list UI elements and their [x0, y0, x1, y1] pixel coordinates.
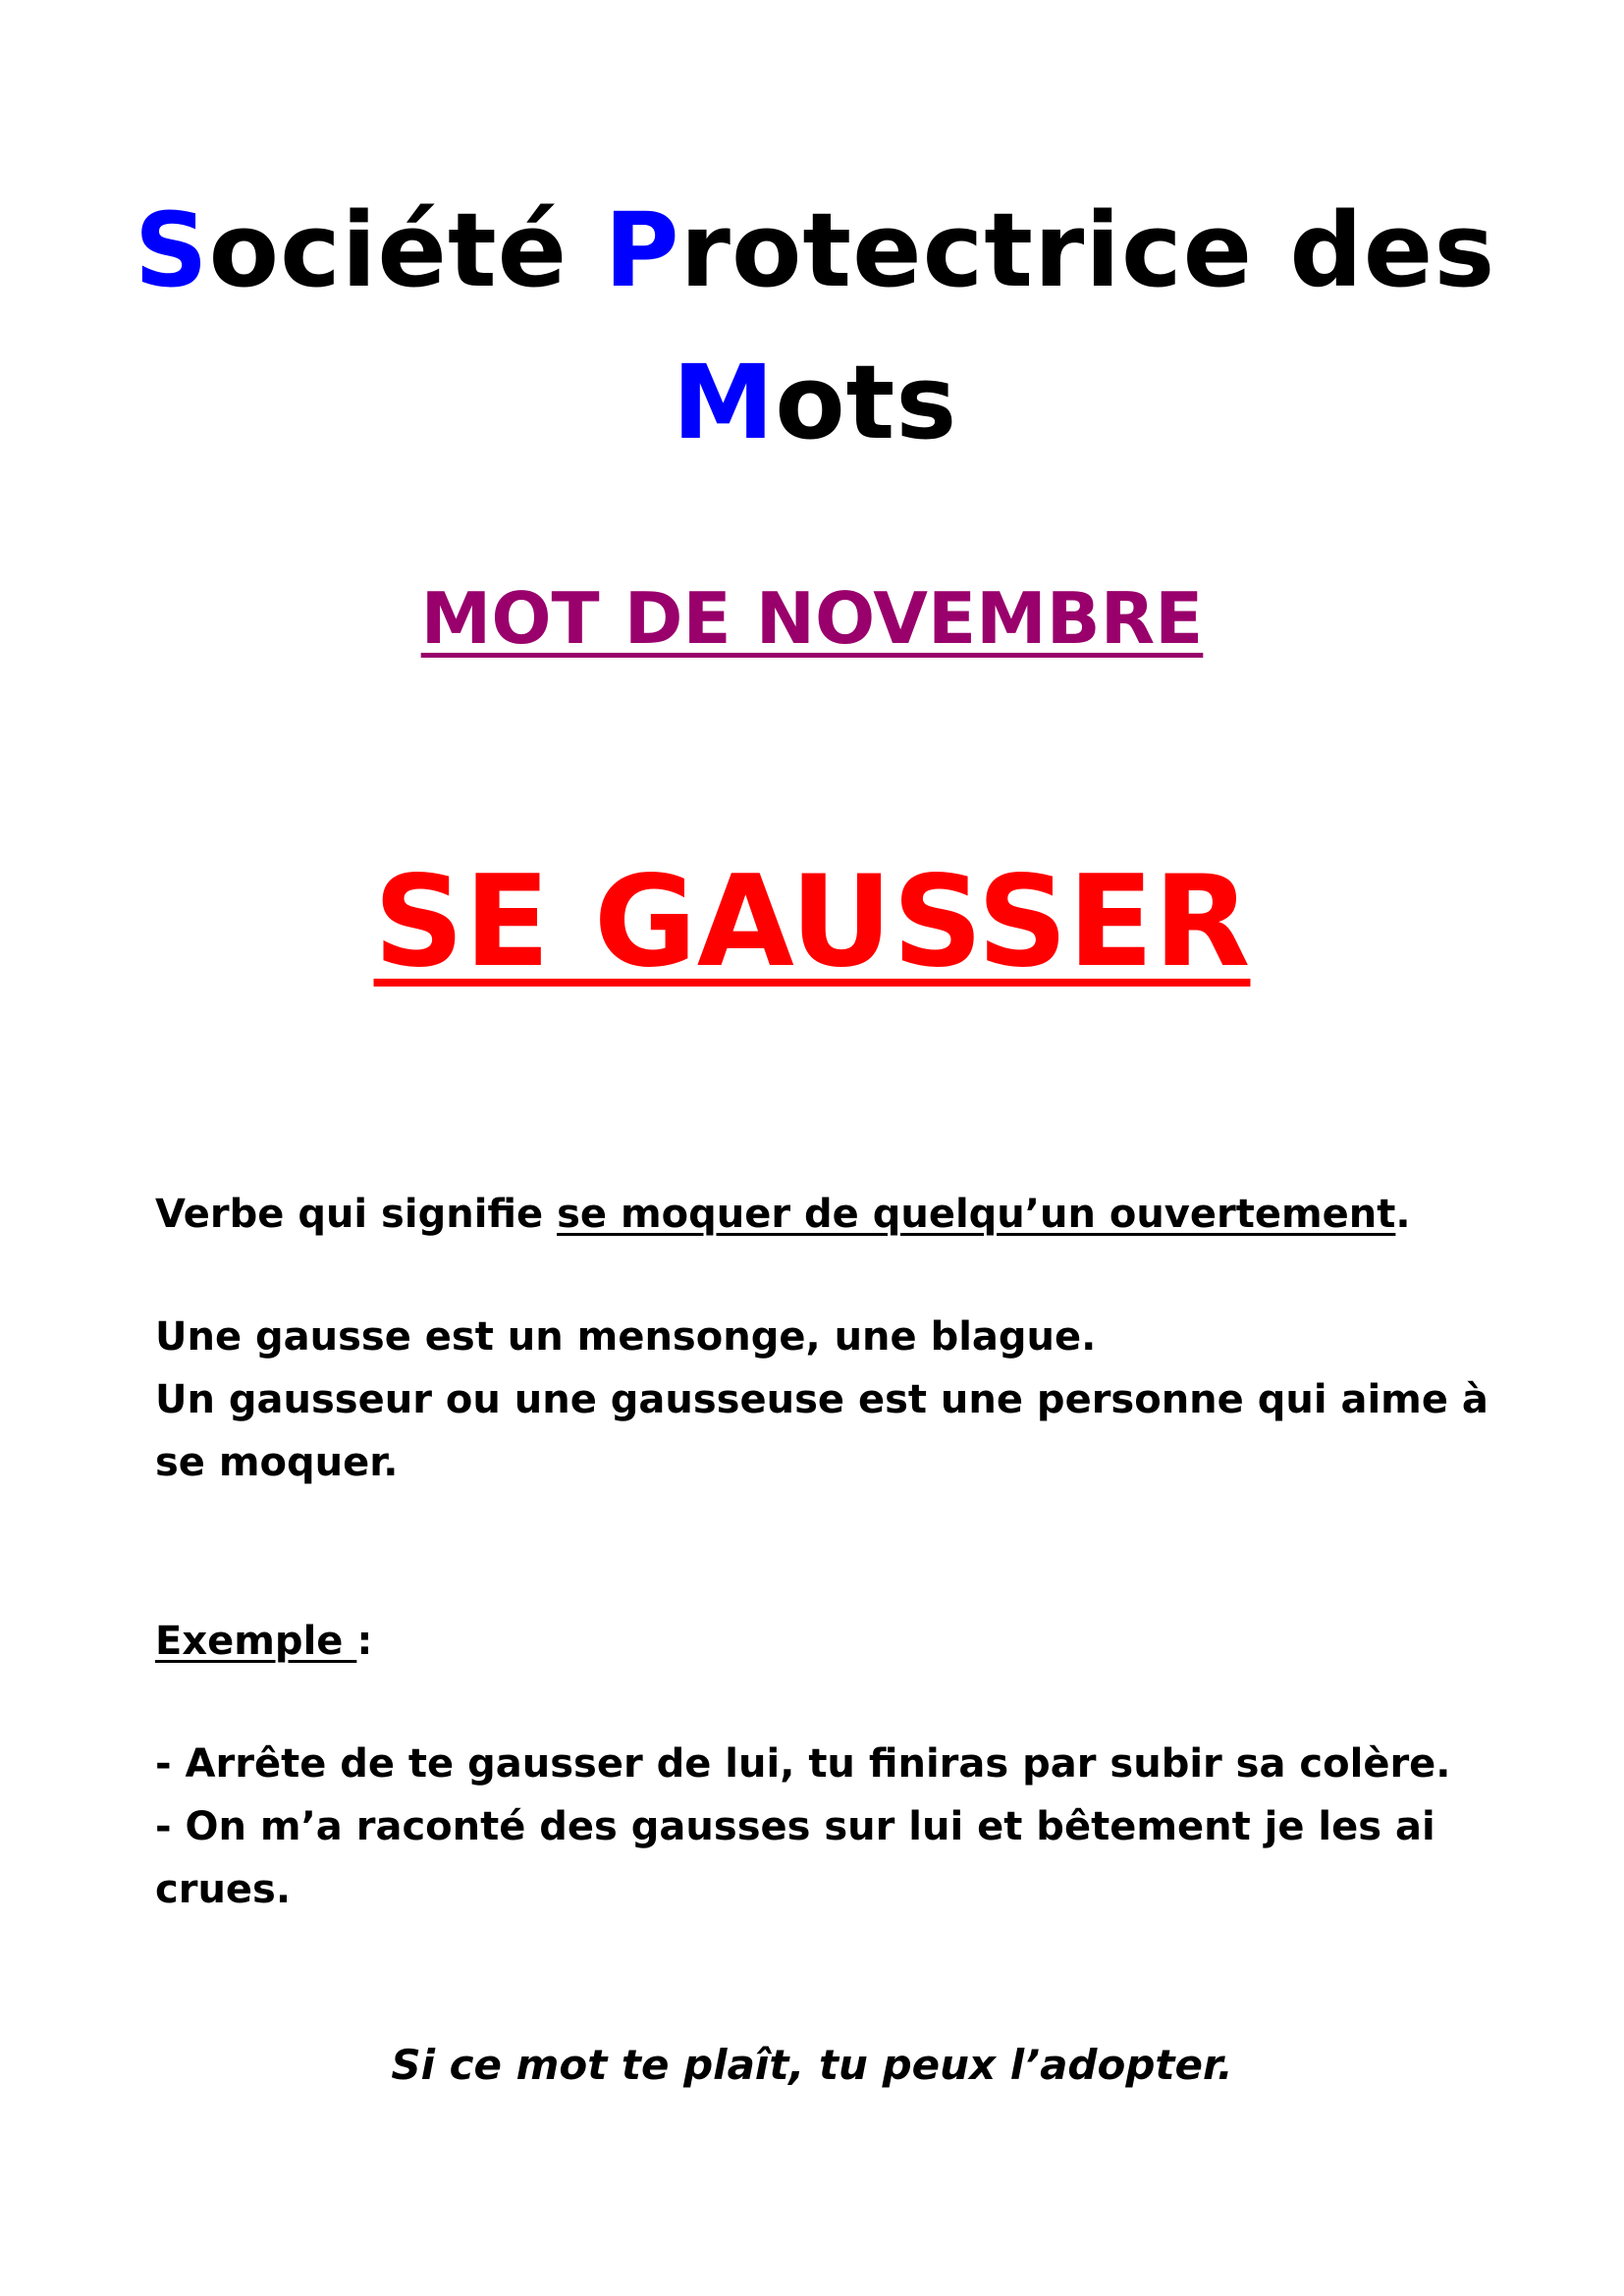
title-initial-m: M [672, 343, 776, 462]
title-word-mots: ots [775, 343, 958, 462]
example-label-colon: : [356, 1619, 373, 1664]
examples-list [155, 1733, 1490, 1921]
related-words-paragraph [155, 1306, 1490, 1494]
definition-paragraph [155, 1183, 1490, 1246]
definition-suffix: . [1395, 1192, 1411, 1237]
example-item-2: - On m’a raconté des gausses sur lui et bêtement je les ai crues. [155, 1804, 1435, 1912]
title-initial-s: S [134, 190, 209, 310]
example-item-1: - Arrête de te gausser de lui, tu finiras par subir sa colère. [155, 1741, 1451, 1787]
related-line-gausseur: Un gausseur ou une gausseuse est une personne qui aime à se moquer. [155, 1377, 1489, 1485]
month-heading [0, 569, 1624, 667]
example-label-text: Exemple [155, 1619, 357, 1664]
featured-word [0, 844, 1624, 1001]
title-initial-p: P [604, 190, 680, 310]
definition-prefix: Verbe qui signifie [155, 1192, 558, 1237]
title-word-protectrice: rotectrice des [679, 190, 1496, 310]
page-title [128, 175, 1502, 479]
example-label [155, 1610, 1490, 1673]
month-heading-text: MOT DE NOVEMBRE [420, 577, 1204, 660]
title-word-societe: ociété [208, 190, 568, 310]
closing-line: Si ce mot te plaît, tu peux l’adopter. [391, 2041, 1233, 2089]
definition-meaning: se moquer de quelqu’un ouvertement [557, 1192, 1396, 1237]
related-line-gausse: Une gausse est un mensonge, une blague. [155, 1314, 1097, 1360]
featured-word-text: SE GAUSSER [373, 849, 1251, 995]
